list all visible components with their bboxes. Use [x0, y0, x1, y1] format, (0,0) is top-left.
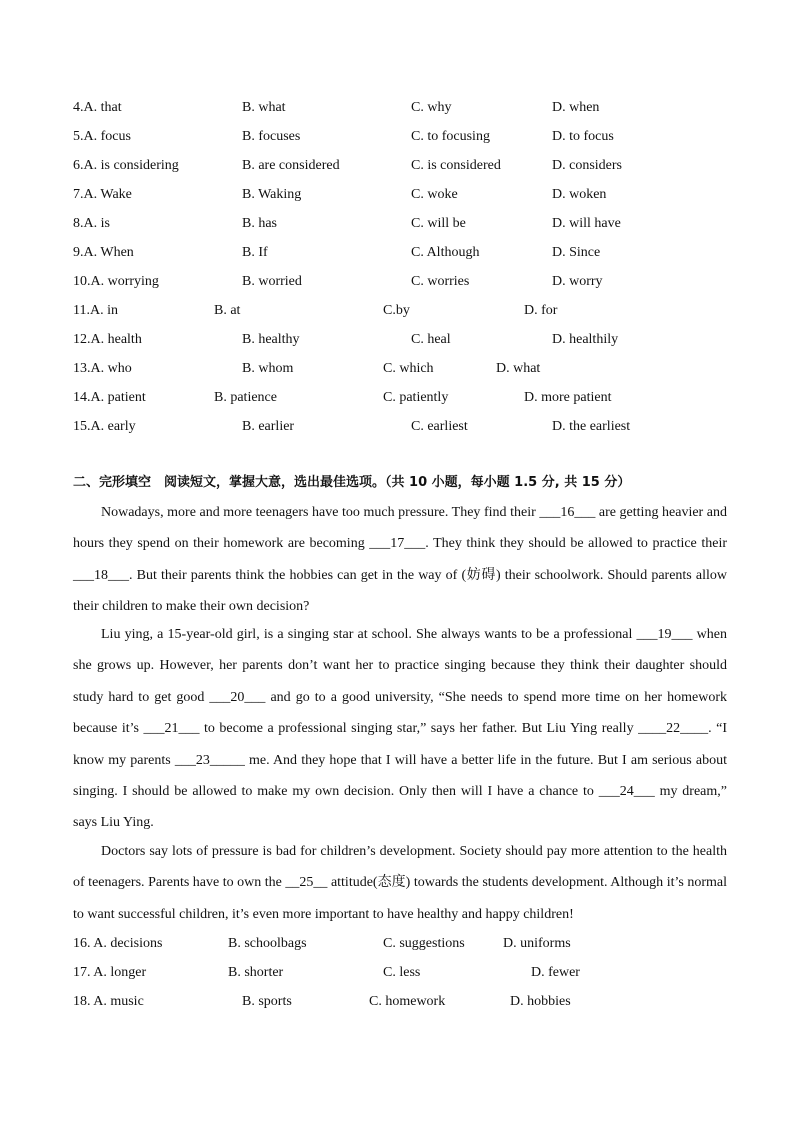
option-c: C. is considered [411, 158, 501, 173]
question-row [0, 214, 800, 234]
option-d: D. Since [552, 245, 601, 260]
option-a: 13.A. who [73, 361, 132, 376]
option-a: 11.A. in [73, 303, 118, 318]
question-row [0, 301, 800, 321]
option-b: B. earlier [242, 419, 295, 434]
option-d: D. when [552, 100, 600, 115]
option-a: 17. A. longer [73, 965, 147, 980]
option-c: C. will be [411, 216, 466, 231]
option-b: B. If [242, 245, 268, 260]
option-c: C. which [383, 361, 434, 376]
option-b: B. worried [242, 274, 302, 289]
option-b: B. focuses [242, 129, 301, 144]
option-d: D. healthily [552, 332, 619, 347]
question-row [0, 243, 800, 263]
option-a: 10.A. worrying [73, 274, 159, 289]
option-d: D. to focus [552, 129, 614, 144]
option-b: B. shorter [228, 965, 284, 980]
option-b: B. whom [242, 361, 294, 376]
option-c: C. to focusing [411, 129, 490, 144]
question-row [0, 98, 800, 118]
option-b: B. has [242, 216, 277, 231]
option-b: B. at [214, 303, 241, 318]
option-d: D. considers [552, 158, 622, 173]
question-row [0, 156, 800, 176]
question-row [0, 963, 800, 983]
option-a: 5.A. focus [73, 129, 131, 144]
option-b: B. schoolbags [228, 936, 307, 951]
option-c: C. homework [369, 994, 446, 1009]
option-a: 4.A. that [73, 100, 122, 115]
option-b: B. are considered [242, 158, 340, 173]
option-d: D. fewer [531, 965, 580, 980]
option-d: D. hobbies [510, 994, 571, 1009]
option-c: C. worries [411, 274, 470, 289]
option-c: C. Although [411, 245, 480, 260]
question-row [0, 330, 800, 350]
question-row [0, 185, 800, 205]
question-row [0, 272, 800, 292]
option-d: D. worry [552, 274, 603, 289]
option-c: C. suggestions [383, 936, 465, 951]
question-row [0, 992, 800, 1012]
option-b: B. sports [242, 994, 292, 1009]
option-a: 9.A. When [73, 245, 134, 260]
option-a: 12.A. health [73, 332, 142, 347]
option-d: D. woken [552, 187, 607, 202]
option-d: D. for [524, 303, 558, 318]
passage-paragraph: Nowadays, more and more teenagers have too much pressure. They find their ___16___ are getting heavier and hours they spend on their homework are becoming ___17___. They think they should be allowed to practice their ___18___. But their parents think the hobbies can get in the way of (妨碍) their schoolwork. Should parents allow their children to make their own decision? [73, 505, 727, 615]
question-row [0, 388, 800, 408]
option-c: C. less [383, 965, 421, 980]
option-b: B. what [242, 100, 286, 115]
option-c: C.by [383, 303, 410, 318]
option-c: C. woke [411, 187, 458, 202]
option-a: 16. A. decisions [73, 936, 163, 951]
section-title: 二、完形填空 阅读短文，掌握大意，选出最佳选项。（共 10 小题，每小题 1.5 分, 共 15 分） [73, 475, 631, 490]
option-a: 7.A. Wake [73, 187, 132, 202]
option-c: C. patiently [383, 390, 449, 405]
option-a: 15.A. early [73, 419, 136, 434]
option-d: D. what [496, 361, 541, 376]
option-c: C. why [411, 100, 452, 115]
question-row [0, 359, 800, 379]
option-c: C. earliest [411, 419, 468, 434]
option-b: B. patience [214, 390, 277, 405]
passage-paragraph: Liu ying, a 15-year-old girl, is a singing star at school. She always wants to be a professional ___19___ when she grows up. However, her parents don’t want her to practice singing because they think their daughter should study hard to get good ___20___ and go to a good university, “She needs to spend more time on her homework because it’s ___21___ to become a professional singing star,” says her father. But Liu Ying really ____22____. “I know my parents ___23_____ me. And they hope that I will have a better life in the future. But I am serious about singing. I should be allowed to make my own decision. Only then will I have a chance to ___24___ my dream,” says Liu Ying. [73, 627, 727, 831]
question-row [0, 417, 800, 437]
option-d: D. more patient [524, 390, 612, 405]
option-b: B. healthy [242, 332, 300, 347]
question-row [0, 127, 800, 147]
option-a: 8.A. is [73, 216, 110, 231]
option-c: C. heal [411, 332, 451, 347]
option-a: 18. A. music [73, 994, 144, 1009]
option-d: D. the earliest [552, 419, 631, 434]
option-b: B. Waking [242, 187, 302, 202]
option-d: D. will have [552, 216, 621, 231]
option-a: 14.A. patient [73, 390, 146, 405]
option-d: D. uniforms [503, 936, 571, 951]
passage-paragraph: Doctors say lots of pressure is bad for children’s development. Society should pay more attention to the health of teenagers. Parents have to own the __25__ attitude(态度) towards the students development. Although it’s normal to want successful children, it’s even more important to have healthy and happy children! [73, 844, 727, 922]
question-row [0, 934, 800, 954]
option-a: 6.A. is considering [73, 158, 179, 173]
